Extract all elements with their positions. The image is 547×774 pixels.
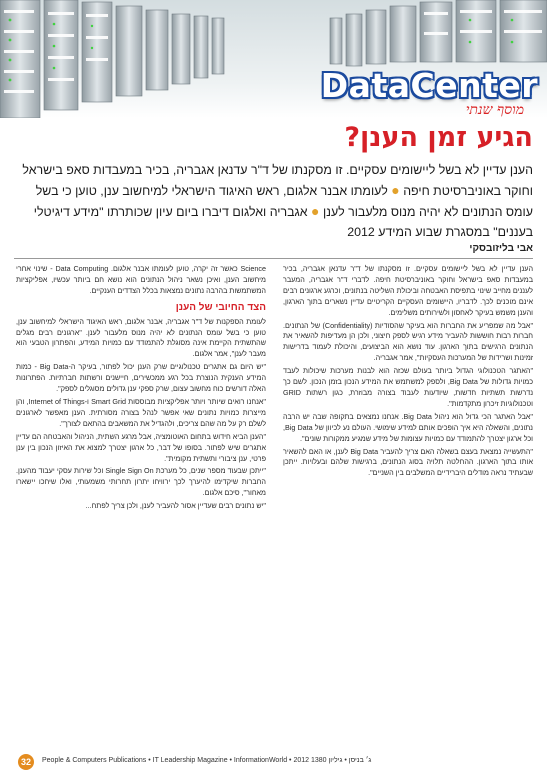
paragraph: Science כאשר זה יקרה, טוען לעומתו אבנר אלגום. Data Computing - שינוי אחרי מיחשוב הענן, ואיכן נשאר ניהול הנתונים הוא נושא חם ביותר עכשיו, אפליקציות המשתמשות בהרבה נתונים נמצאות בכלל הצדדים הענקיים. (16, 264, 266, 295)
page-number: 32 (18, 754, 34, 770)
bullet-dot-icon: ● (311, 203, 320, 219)
bullet-dot-icon: ● (391, 182, 400, 198)
author-byline: אבי בליזובסקי (469, 243, 533, 254)
footer-publication: People & Computers Publications • IT Leadership Magazine • InformationWorld • 2012 ג׳ בניסן • גיליון 1380 (42, 757, 372, 764)
subhead-part-3: אגבריה ואלגום דיברו ביום עיון שכותרתו "מידע דיגיטלי בעננים" במסגרת שבוע המידע 2012 (33, 205, 533, 239)
paragraph: "האתגר הטכנולוגי הגדול ביותר בעולם שכזה הוא לבנות מערכות שיכולות לעבד כמויות גדולות של Big Data, ולספק למשתמש את המידע הנכון בזמן הנכון. לשם כך נדרשות תשתיות חדשות, שיודעות לעבוד בצורה מבוזרת, כגון רשתות GRID וטכנולוגיות זיכרון מתקדמות". (283, 366, 533, 408)
paragraph: "אבל האתגר הכי גדול הוא ניהול Big Data. אנחנו נמצאים בתקופה שבה יש הרבה נתונים, והשאלה היא איך הופכים אותם למידע שימושי. העולם נע לכיוון של Big Data, וכל ארגון יצטרך להתמודד עם כמויות עצומות של מידע שמגיע ממקורות שונים". (283, 411, 533, 443)
paragraph: "ייתכן שבעוד מספר שנים, כל מערכת Single Sign On וכל שירות עסקי יעבוד מהענן. החברות שיקדימו להיערך לכך ירוויחו יתרון תחרותי משמעותי, ואלו שיחכו יישארו מאחור", סיכם אלגום. (16, 466, 266, 498)
paragraph: "יש נתונים רבים שעדיין אסור להעביר לענן, ולכן צריך לפתח... (85, 501, 266, 511)
divider (14, 258, 533, 259)
page-footer (0, 752, 547, 774)
section-subtitle: הצד החיובי של הענן (175, 301, 266, 313)
subhead-part-2: לעומתו אבנר אלגום, ראש האיגוד הישראלי למיחשוב ענן, טוען כי בשל עומס הנתונים לא יהיה מנוס מלעבור לענן (35, 184, 533, 219)
paragraph: "אנחנו רואים שיותר ויותר אפליקציות מבוססות Smart Grid ו-Internet of Things, והן מייצרות כמויות נתונים שאי אפשר לנהל בצורה מסורתית. הענן מאפשר לארגונים לשלם רק על מה שהם צריכים, ולהגדיל את המשאבים בהתאם לצורך". (16, 396, 266, 428)
paragraph: "הענן הביא חידוש בתחום האוטומציה, אבל מרגע השתית, הניהול והאבטחה הם עדיין אתגרים שיש לפתור. בסופו של דבר, כל ארגון יצטרך למצוא את האיזון הנכון בין ענן פרטי, ענן ציבורי ותשתית מקומית". (16, 431, 266, 463)
paragraph: "אבל מה שמפריע את החברות הוא בעיקר שהסודיות (Confidentiality) של הנתונים. חברות רבות חוששות להעביר מידע רגיש לספק חיצוני, ולכן הן מעדיפות להשאיר את הנתונים הרגישים בתוך הארגון. עוד נושא הוא הביצועים, והיכולת לעמוד בדרישות זמינות ושרידות של המערכות העסקיות", אמר אגבריה. (283, 320, 533, 363)
logo-subtitle: מוסף שנתי (465, 102, 524, 118)
article-column-right (283, 264, 533, 744)
paragraph: לעומת הספקנות של ד"ר אגבריה, אבנר אלגום, ראש האיגוד הישראלי למיחשוב ענן, טוען כי בשל עומס הנתונים לא יהיה מנוס מלעבור לענן. "ארגונים רבים מגלים שהתשתית הקיימת אינה מסוגלת להתמודד עם כמויות המידע, והפתרון הטבעי הוא מעבר לענן", אמר אלגום. (16, 316, 266, 359)
subhead-part-1: הענן עדיין לא בשל ליישומים עסקיים. זו מסקנתו של ד"ר עדנאן אגבריה, בכיר במעבדות סאפ בישראל וחוקר באוניברסיטת חיפה (22, 163, 533, 198)
article-subhead (13, 160, 533, 242)
header-banner (0, 0, 547, 118)
paragraph: "יש היום גם אתגרים טכנולוגיים שרק הענן יכול לפתור, בעיקר ה-Big Data - כמות המידע הענקית הנוצרת בכל רגע ממכשירים, חיישנים ורשתות חברתיות. הפתרונות האלה דורשים כוח מחשוב עצום, שרק ספקי ענן גדולים מסוגלים לספק". (16, 362, 266, 394)
datacenter-logo (262, 58, 544, 118)
logo-text: DataCenter (320, 66, 538, 105)
article-headline: הגיע זמן הענן? (344, 122, 533, 153)
paragraph: "התעשייה נמצאת בעצם בשאלה האם צריך להעביר Big Data לענן, או האם להשאיר אותו בתוך הארגון. ההחלטה תלויה בסוג הנתונים, ברגישות שלהם ובעלויות. ייתכן שבעתיד נראה מודלים היברידיים המשלבים בין השניים". (283, 446, 533, 478)
article-column-left (16, 264, 266, 744)
paragraph: הענן עדיין לא בשל ליישומים עסקיים. זו מסקנתו של ד"ר עדנאן אגבריה, בכיר במעבדות סאפ בישראל וחוקר באוניברסיטת חיפה. לדברי ד"ר אגבריה, המעבר לעננים מחייב שינוי בתפיסת האבטחה וביכולת השליטה בנתונים, וכרגע ארגונים רבים אינם מוכנים לכך. לדבריו, היישומים העסקיים הקריטיים עדיין נשארים בתוך הארגון, והענן משמש בעיקר לאחסון ולשירותים משלימים. (283, 264, 533, 317)
